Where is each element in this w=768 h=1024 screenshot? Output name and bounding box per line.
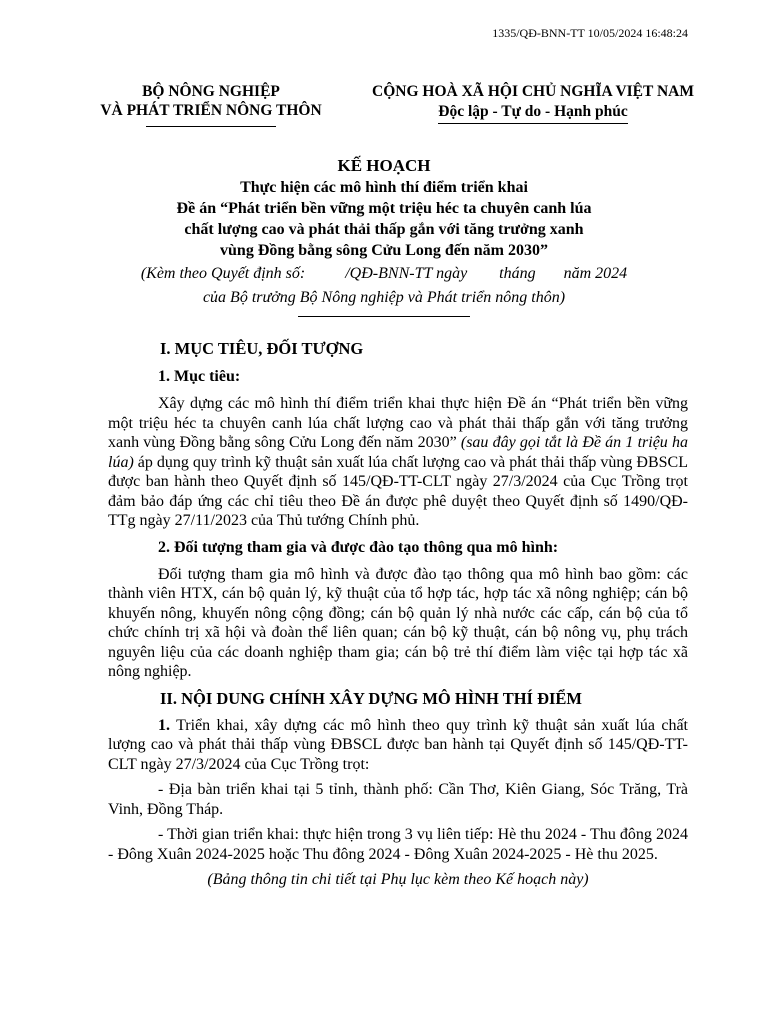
section1-sub2-heading: 2. Đối tượng tham gia và được đào tạo thông qua mô hình: — [158, 538, 559, 556]
section2-heading: II. NỘI DUNG CHÍNH XÂY DỰNG MÔ HÌNH THÍ ĐIỂM — [160, 688, 582, 708]
objective-text-a: Xây dựng các mô hình thí điểm triển khai thực hiện Đề án “Phát triển bền vững một triệu héc ta chuyên canh lúa chất lượng cao và phát thải thấp gắn với tăng trưởng xanh vùng Đồng bằng sông Cửu Long đến năm 2030” — [108, 395, 688, 451]
agency-name-line1: BỘ NÔNG NGHIỆP — [142, 83, 280, 100]
objective-text-b: áp dụng quy trình kỹ thuật sản xuất lúa chất lượng cao và phát thải thấp vùng ĐBSCL được ban hành theo Quyết định số 145/QĐ-TT-CLT ngày 27/3/2024 của Cục Trồng trọt đảm bảo đáp ứng các chỉ tiêu theo Đề án được phê duyệt theo Quyết định số 1490/QĐ-TTg ngày 27/11/2023 của Thủ tướng Chính phủ. — [108, 453, 688, 529]
national-header — [352, 82, 714, 124]
plan-subtitle-line1: Thực hiện các mô hình thí điểm triển khai — [240, 179, 528, 196]
implementation-text: Triển khai, xây dựng các mô hình theo quy trình kỹ thuật sản xuất lúa chất lượng cao và phát thải thấp vùng ĐBSCL được ban hành tại Quyết định số 145/QĐ-TT-CLT ngày 27/3/2024 của Cục Trồng trọt: — [108, 716, 688, 773]
plan-title-block — [100, 155, 668, 317]
country-name: CỘNG HOÀ XÃ HỘI CHỦ NGHĨA VIỆT NAM — [372, 83, 694, 100]
plan-subtitle-line3: chất lượng cao và phát thải thấp gắn với tăng trưởng xanh — [184, 221, 584, 238]
title-underline — [298, 316, 470, 317]
section1-heading: I. MỤC TIÊU, ĐỐI TƯỢNG — [160, 339, 364, 358]
implementation-paragraph — [108, 716, 688, 775]
section1-sub1-heading: 1. Mục tiêu: — [158, 368, 241, 385]
agency-header — [86, 82, 336, 127]
issuer-reference: của Bộ trưởng Bộ Nông nghiệp và Phát triển nông thôn) — [202, 289, 566, 306]
objective-paragraph — [108, 394, 688, 531]
plan-subtitle-line4: vùng Đồng bằng sông Cửu Long đến năm 2030” — [220, 242, 548, 259]
plan-subtitle-line2: Đề án “Phát triển bền vững một triệu héc ta chuyên canh lúa — [176, 200, 592, 217]
agency-underline — [146, 126, 276, 127]
location-paragraph: - Địa bàn triển khai tại 5 tỉnh, thành phố: Cần Thơ, Kiên Giang, Sóc Trăng, Trà Vinh, Đồng Tháp. — [108, 781, 688, 818]
decision-reference: (Kèm theo Quyết định số: /QĐ-BNN-TT ngày tháng năm 2024 — [140, 265, 628, 282]
implementation-number: 1. — [158, 716, 170, 734]
timeline-paragraph: - Thời gian triển khai: thực hiện trong 3 vụ liên tiếp: Hè thu 2024 - Thu đông 2024 - Đông Xuân 2024-2025 hoặc Thu đông 2024 - Đông Xuân 2024-2025 - Hè thu 2025. — [108, 826, 688, 863]
appendix-note: (Bảng thông tin chi tiết tại Phụ lục kèm theo Kế hoạch này) — [207, 871, 589, 888]
objective-text-italic: (sau đây gọi tắt là Đề án 1 triệu ha lúa) — [108, 434, 689, 471]
document-body — [108, 338, 688, 890]
plan-title: KẾ HOẠCH — [337, 156, 431, 175]
agency-name-line2: VÀ PHÁT TRIỂN NÔNG THÔN — [100, 102, 322, 119]
participants-paragraph: Đối tượng tham gia mô hình và được đào tạo thông qua mô hình bao gồm: các thành viên HTX, cán bộ quản lý, kỹ thuật của tổ hợp tác, hợp tác xã nông nghiệp; cán bộ khuyến nông, khuyến nông cộng đồng; cán bộ quản lý nhà nước các cấp, cán bộ của tổ chức chính trị xã hội và đoàn thể liên quan; cán bộ kỹ thuật, cán bộ nông vụ, phụ trách nguyên liệu của các doanh nghiệp tham gia; cán bộ trẻ thí điểm làm việc tại hợp tác xã nông nghiệp. — [108, 565, 688, 680]
document-stamp: 1335/QĐ-BNN-TT 10/05/2024 16:48:24 — [492, 26, 688, 40]
national-motto: Độc lập - Tự do - Hạnh phúc — [438, 102, 627, 124]
